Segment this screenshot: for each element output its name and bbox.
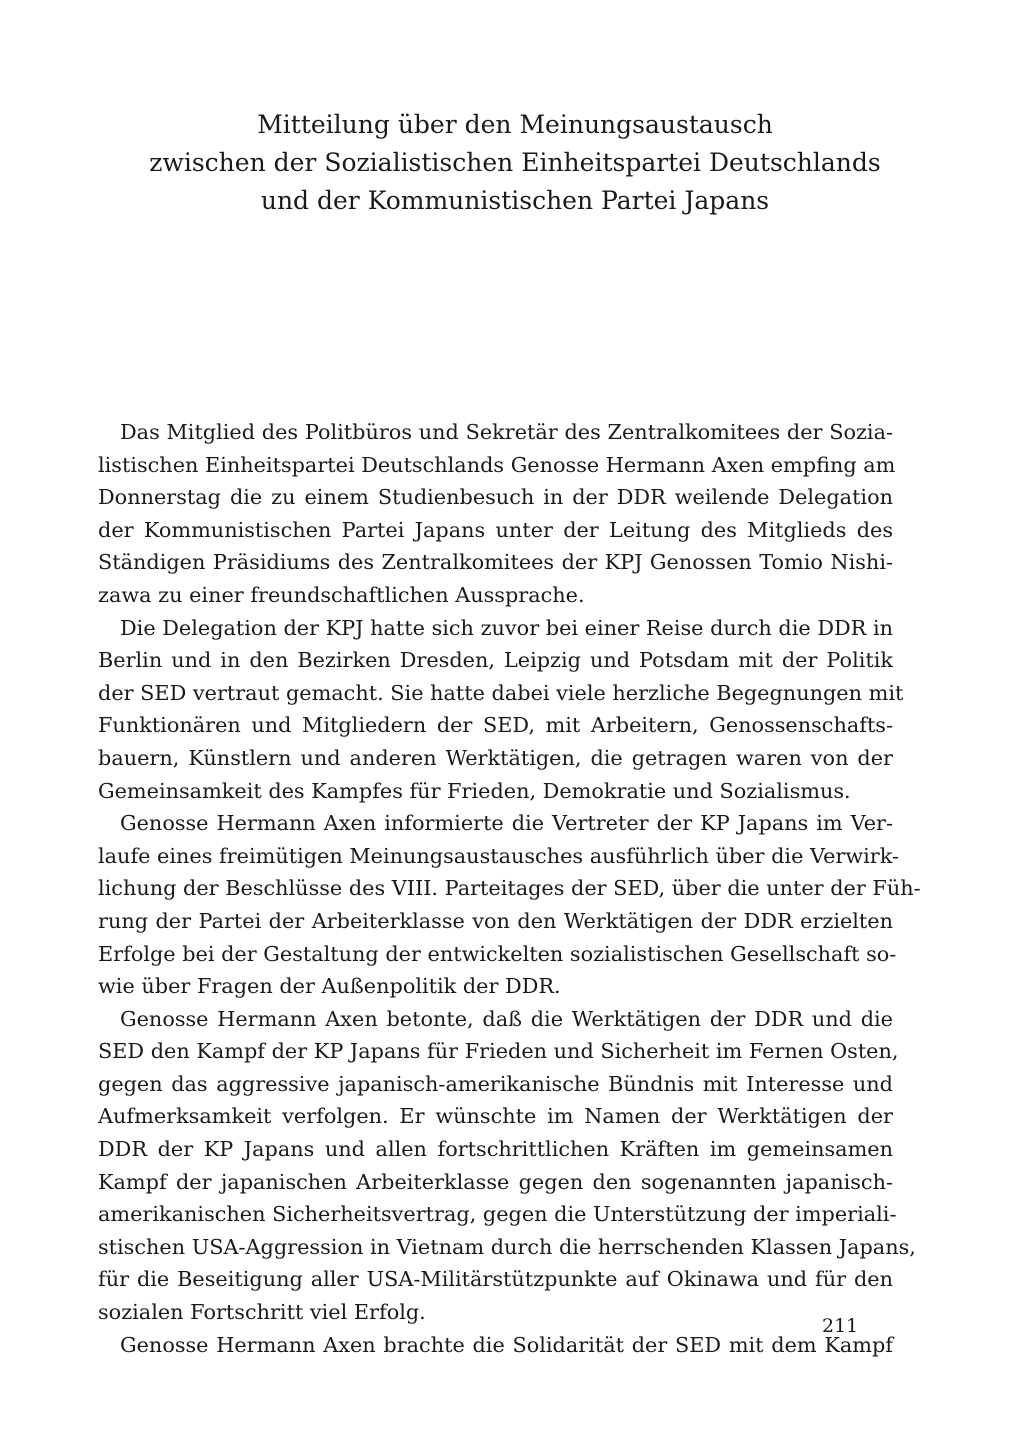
text-line: Kampf der japanischen Arbeiterklasse gegen den sogenannten japanisch- — [98, 1169, 893, 1194]
paragraph-1 — [98, 416, 896, 612]
text-line: Berlin und in den Bezirken Dresden, Leipzig und Potsdam mit der Politik — [98, 648, 893, 673]
text-line: der SED vertraut gemacht. Sie hatte dabei viele herzliche Begegnungen mit — [98, 680, 904, 705]
text-line: amerikanischen Sicherheitsvertrag, gegen die Unterstützung der imperiali- — [98, 1202, 897, 1227]
text-line: listischen Einheitspartei Deutschlands Genosse Hermann Axen empfing am — [98, 452, 896, 477]
text-line: für die Beseitigung aller USA-Militärstützpunkte auf Okinawa und für den — [98, 1267, 893, 1292]
text-line: Das Mitglied des Politbüros und Sekretär des Zentralkomitees der Sozia- — [120, 420, 893, 444]
text-line: Die Delegation der KPJ hatte sich zuvor bei einer Reise durch die DDR in — [120, 615, 893, 640]
text-line: der Kommunistischen Partei Japans unter der Leitung des Mitglieds des — [98, 517, 893, 542]
page-number: 211 — [822, 1315, 859, 1337]
document-title — [120, 106, 910, 220]
text-line: laufe eines freimütigen Meinungsaustausches ausführlich über die Verwirk- — [98, 843, 900, 868]
text-line: lichung der Beschlüsse des VIII. Parteitages der SED, über die unter der Füh- — [98, 876, 921, 901]
text-line: Erfolge bei der Gestaltung der entwickelten sozialistischen Gesellschaft so- — [98, 941, 897, 966]
paragraph-4 — [98, 1003, 916, 1329]
text-line: sozialen Fortschritt viel Erfolg. — [98, 1300, 426, 1325]
text-line: Genosse Hermann Axen brachte die Solidarität der SED mit dem Kampf — [120, 1332, 893, 1357]
text-line: Donnerstag die zu einem Studienbesuch in der DDR weilende Delegation — [98, 485, 893, 510]
title-line: Mitteilung über den Meinungsaustausch — [257, 110, 773, 139]
text-line: SED den Kampf der KP Japans für Frieden und Sicherheit im Fernen Osten, — [98, 1039, 899, 1064]
paragraph-3 — [98, 807, 921, 1003]
title-line: und der Kommunistischen Partei Japans — [260, 186, 770, 215]
text-line: Ständigen Präsidiums des Zentralkomitees der KPJ Genossen Tomio Nishi- — [98, 550, 893, 575]
title-line: zwischen der Sozialistischen Einheitspartei Deutschlands — [149, 148, 881, 177]
paragraph-2 — [98, 612, 904, 808]
text-line: wie über Fragen der Außenpolitik der DDR. — [98, 974, 561, 999]
paragraph-5 — [98, 1329, 893, 1362]
text-line: Aufmerksamkeit verfolgen. Er wünschte im Namen der Werktätigen der — [98, 1104, 893, 1129]
text-line: Funktionären und Mitgliedern der SED, mit Arbeitern, Genossenschafts- — [98, 713, 893, 738]
text-line: Genosse Hermann Axen informierte die Vertreter der KP Japans im Ver- — [120, 811, 893, 836]
text-line: bauern, Künstlern und anderen Werktätigen, die getragen waren von der — [98, 745, 893, 770]
text-line: Gemeinsamkeit des Kampfes für Frieden, Demokratie und Sozialismus. — [98, 778, 851, 803]
text-line: stischen USA-Aggression in Vietnam durch die herrschenden Klassen Japans, — [98, 1234, 916, 1259]
text-line: zawa zu einer freundschaftlichen Aussprache. — [98, 582, 585, 607]
text-line: rung der Partei der Arbeiterklasse von den Werktätigen der DDR erzielten — [98, 908, 893, 933]
body-text — [98, 416, 921, 1361]
text-line: gegen das aggressive japanisch-amerikanische Bündnis mit Interesse und — [98, 1071, 893, 1096]
text-line: Genosse Hermann Axen betonte, daß die Werktätigen der DDR und die — [120, 1006, 893, 1031]
text-line: DDR der KP Japans und allen fortschrittlichen Kräften im gemeinsamen — [98, 1137, 893, 1162]
